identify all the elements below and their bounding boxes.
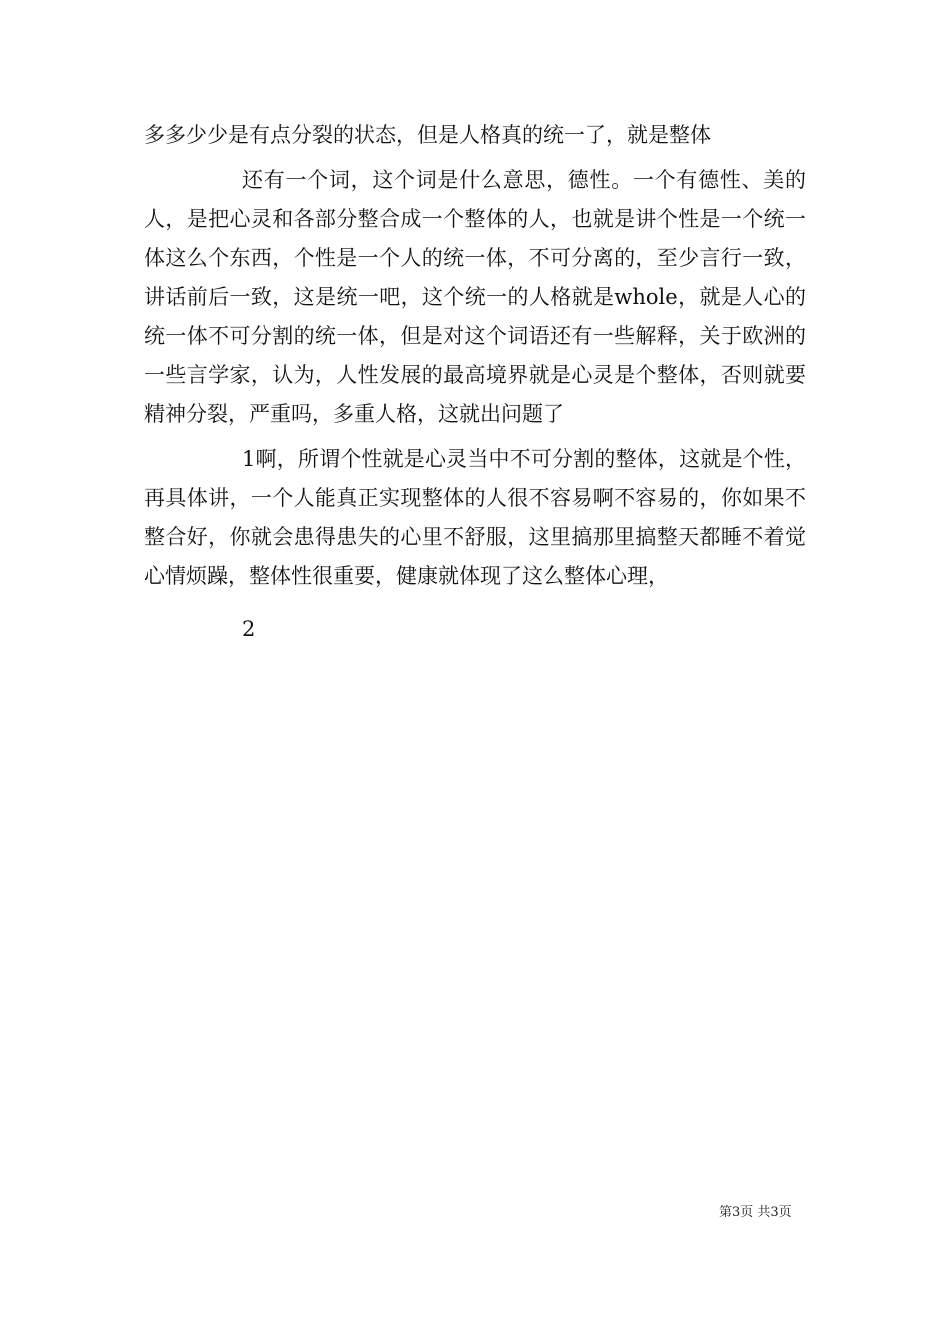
paragraph-1: 多多少少是有点分裂的状态，但是人格真的统一了，就是整体 <box>144 123 711 147</box>
paragraph-3: 1啊，所谓个性就是心灵当中不可分割的整体，这就是个性，再具体讲，一个人能真正实现整体的人很不容易啊不容易的，你如果不整合好，你就会患得患失的心里不舒服，这里搞那里搞整天都睡不着觉心情烦躁，整体性很重要，健康就体现了这么整体心理， <box>144 447 806 588</box>
page-footer: 第3页 共3页 <box>719 1205 792 1220</box>
paragraph-2: 还有一个词，这个词是什么意思，德性。一个有德性、美的人，是把心灵和各部分整合成一个整体的人，也就是讲个性是一个统一体这么个东西，个性是一个人的统一体，不可分离的，至少言行一致，讲话前后一致，这是统一吧，这个统一的人格就是whole，就是人心的统一体不可分割的统一体，但是对这个词语还有一些解释，关于欧洲的一些言学家，认为，人性发展的最高境界就是心灵是个整体，否则就要精神分裂，严重吗，多重人格，这就出问题了 <box>144 168 806 426</box>
document-body <box>144 116 806 649</box>
paragraph-4: 2 <box>242 617 256 641</box>
